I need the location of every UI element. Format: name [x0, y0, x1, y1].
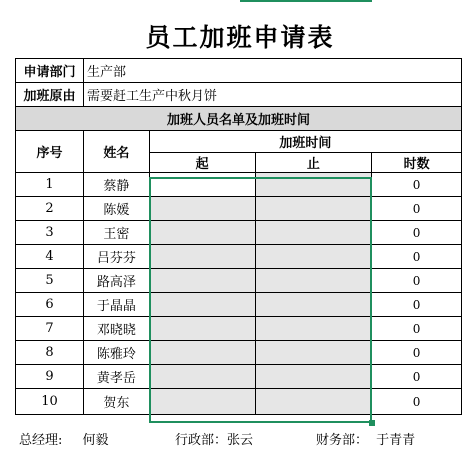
fill-handle[interactable]	[369, 420, 375, 426]
header-seq: 序号	[16, 131, 84, 173]
table-row	[16, 173, 462, 197]
sheet-top-accent	[240, 0, 372, 2]
row-name-cell[interactable]: 蔡静	[83, 173, 149, 197]
table-row	[16, 221, 462, 245]
row-seq-cell: 9	[16, 365, 84, 389]
row-end-cell[interactable]	[255, 365, 372, 389]
footer-admin: 行政部：张云	[175, 433, 254, 448]
row-hours-cell: 0	[372, 293, 462, 317]
row-start-cell[interactable]	[149, 317, 255, 341]
row-seq-cell: 8	[16, 341, 84, 365]
reason-label: 加班原由	[16, 83, 84, 107]
header-end: 止	[255, 153, 372, 173]
header-start: 起	[149, 153, 255, 173]
row-end-cell[interactable]	[255, 269, 372, 293]
row-seq-cell: 7	[16, 317, 84, 341]
row-name-cell[interactable]: 邓晓晓	[83, 317, 149, 341]
row-seq-cell: 1	[16, 173, 84, 197]
table-row	[16, 317, 462, 341]
row-seq-cell: 10	[16, 389, 84, 415]
row-seq-cell: 3	[16, 221, 84, 245]
row-start-cell[interactable]	[149, 389, 255, 415]
row-start-cell[interactable]	[149, 341, 255, 365]
table-row	[16, 365, 462, 389]
table-row	[16, 293, 462, 317]
row-end-cell[interactable]	[255, 197, 372, 221]
section-title: 加班人员名单及加班时间	[16, 107, 462, 131]
row-hours-cell: 0	[372, 269, 462, 293]
row-name-cell[interactable]: 吕芬芬	[83, 245, 149, 269]
row-name-cell[interactable]: 黄孝岳	[83, 365, 149, 389]
row-start-cell[interactable]	[149, 197, 255, 221]
row-start-cell[interactable]	[149, 365, 255, 389]
table-row	[16, 341, 462, 365]
footer-finance	[316, 429, 415, 448]
row-seq-cell: 2	[16, 197, 84, 221]
row-hours-cell: 0	[372, 245, 462, 269]
gm-value: 何毅	[82, 433, 109, 448]
row-start-cell[interactable]	[149, 245, 255, 269]
footer-gm	[19, 429, 109, 448]
row-end-cell[interactable]	[255, 389, 372, 415]
row-start-cell[interactable]	[149, 173, 255, 197]
header-hours: 时数	[372, 153, 462, 173]
row-hours-cell: 0	[372, 389, 462, 415]
row-start-cell[interactable]	[149, 221, 255, 245]
table-row	[16, 389, 462, 415]
table-row	[16, 245, 462, 269]
form-title: 员工加班申请表	[145, 23, 335, 52]
row-name-cell[interactable]: 于晶晶	[83, 293, 149, 317]
finance-label: 财务部：	[316, 433, 369, 448]
row-seq-cell: 4	[16, 245, 84, 269]
header-name: 姓名	[83, 131, 149, 173]
gm-label: 总经理:	[19, 433, 63, 448]
row-name-cell[interactable]: 路高泽	[83, 269, 149, 293]
row-hours-cell: 0	[372, 341, 462, 365]
dept-label: 申请部门	[16, 59, 84, 83]
row-end-cell[interactable]	[255, 245, 372, 269]
row-end-cell[interactable]	[255, 317, 372, 341]
row-end-cell[interactable]	[255, 293, 372, 317]
row-hours-cell: 0	[372, 197, 462, 221]
row-hours-cell: 0	[372, 173, 462, 197]
header-overtime: 加班时间	[149, 131, 461, 153]
row-end-cell[interactable]	[255, 341, 372, 365]
row-name-cell[interactable]: 陈媛	[83, 197, 149, 221]
table-row	[16, 197, 462, 221]
row-end-cell[interactable]	[255, 221, 372, 245]
row-name-cell[interactable]: 贺东	[83, 389, 149, 415]
row-end-cell[interactable]	[255, 173, 372, 197]
row-hours-cell: 0	[372, 221, 462, 245]
dept-value-cell[interactable]: 生产部	[83, 59, 461, 83]
row-start-cell[interactable]	[149, 293, 255, 317]
finance-value: 于青青	[376, 433, 416, 448]
table-row	[16, 269, 462, 293]
row-start-cell[interactable]	[149, 269, 255, 293]
row-seq-cell: 5	[16, 269, 84, 293]
row-name-cell[interactable]: 陈雅玲	[83, 341, 149, 365]
row-hours-cell: 0	[372, 365, 462, 389]
reason-value-cell[interactable]: 需要赶工生产中秋月饼	[83, 83, 461, 107]
overtime-form-table	[15, 58, 462, 415]
row-hours-cell: 0	[372, 317, 462, 341]
row-seq-cell: 6	[16, 293, 84, 317]
row-name-cell[interactable]: 王密	[83, 221, 149, 245]
